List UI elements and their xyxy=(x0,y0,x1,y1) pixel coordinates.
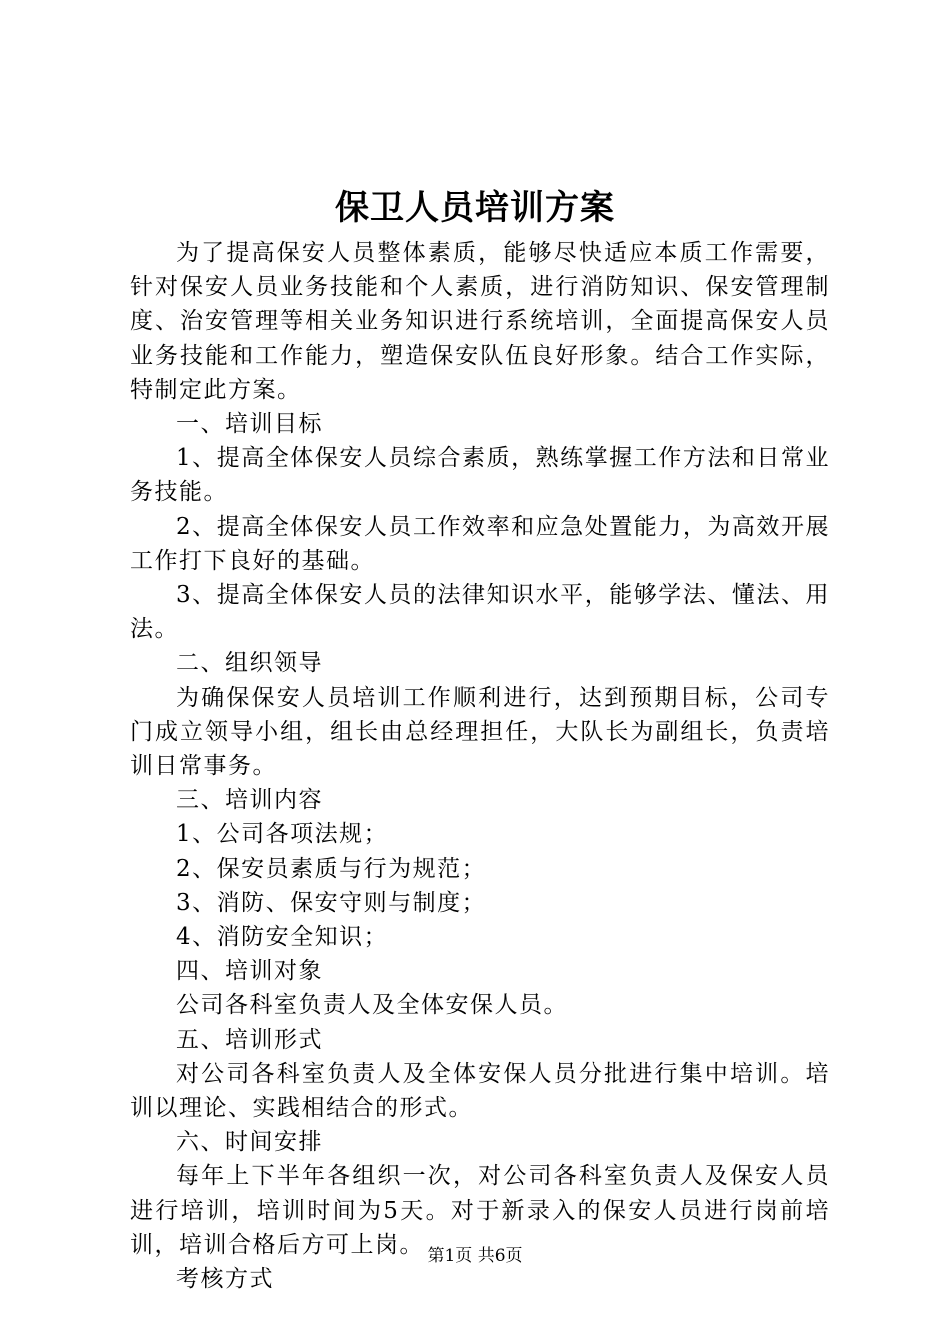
content-item-2: 2、保安员素质与行为规范； xyxy=(176,855,487,882)
section-heading-schedule: 六、时间安排 xyxy=(176,1129,323,1156)
section-heading-leadership: 二、组织领导 xyxy=(176,650,323,677)
intro-paragraph: 为了提高保安人员整体素质，能够尽快适应本质工作需要，针对保安人员业务技能和个人素质，进行消防知识、保安管理制度、治安管理等相关业务知识进行系统培训，全面提高保安人员业务技能和工作能力，塑造保安队伍良好形象。结合工作实际，特制定此方案。 xyxy=(130,240,830,403)
content-item-3: 3、消防、保安守则与制度； xyxy=(176,889,487,916)
section-heading-assessment: 考核方式 xyxy=(176,1266,274,1293)
section-heading-goals: 一、培训目标 xyxy=(176,411,323,438)
goal-item-3: 3、提高全体保安人员的法律知识水平，能够学法、懂法、用法。 xyxy=(130,582,830,643)
audience-paragraph: 公司各科室负责人及全体安保人员。 xyxy=(176,992,568,1019)
leadership-paragraph: 为确保保安人员培训工作顺利进行，达到预期目标，公司专门成立领导小组，组长由总经理担任，大队长为副组长，负责培训日常事务。 xyxy=(130,684,830,780)
section-heading-format: 五、培训形式 xyxy=(176,1026,323,1053)
format-paragraph: 对公司各科室负责人及全体安保人员分批进行集中培训。培训以理论、实践相结合的形式。 xyxy=(130,1060,830,1122)
schedule-paragraph: 每年上下半年各组织一次，对公司各科室负责人及保安人员进行培训，培训时间为5天。对于新录入的保安人员进行岗前培训，培训合格后方可上岗。 xyxy=(130,1163,830,1258)
page-number: 第1页 共6页 xyxy=(427,1246,523,1266)
content-item-4: 4、消防安全知识； xyxy=(176,924,389,951)
content-item-1: 1、公司各项法规； xyxy=(176,821,389,848)
section-heading-audience: 四、培训对象 xyxy=(176,958,323,985)
goal-item-1: 1、提高全体保安人员综合素质，熟练掌握工作方法和日常业务技能。 xyxy=(130,445,830,506)
section-heading-content: 三、培训内容 xyxy=(176,787,323,814)
document-title: 保卫人员培训方案 xyxy=(335,188,615,228)
document-body xyxy=(130,236,830,1296)
goal-item-2: 2、提高全体保安人员工作效率和应急处置能力，为高效开展工作打下良好的基础。 xyxy=(130,513,830,574)
